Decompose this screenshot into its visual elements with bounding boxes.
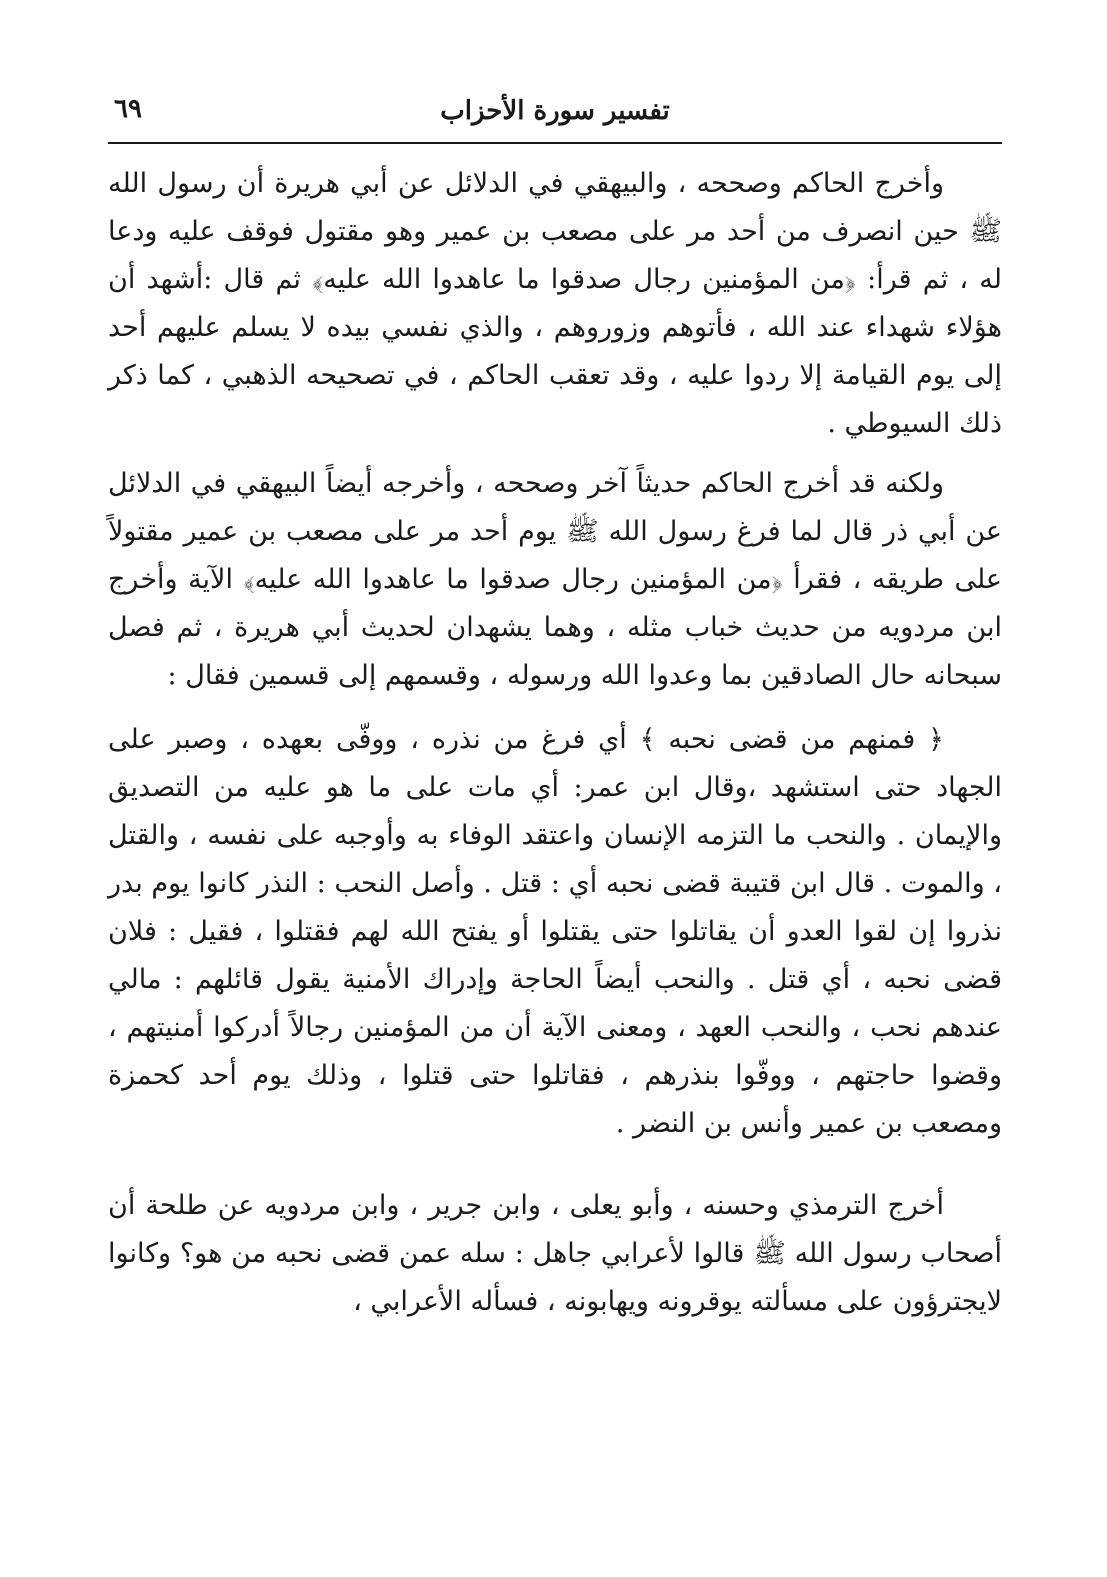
page-number: ٦٩ — [114, 94, 142, 124]
paragraph-2: ولكنه قد أخرج الحاكم حديثاً آخر وصححه ، وأخرجه أيضاً البيهقي في الدلائل عن أبي ذر قال لما فرغ رسول الله ﷺ يوم أحد مر على مصعب بن عمير مقتولاً على طريقه ، فقرأ ﴿من المؤمنين رجال صدقوا ما عاهدوا الله عليه﴾ الآية وأخرج ابن مردويه من حديث خباب مثله ، وهما يشهدان لحديث أبي هريرة ، ثم فصل سبحانه حال الصادقين بما وعدوا الله ورسوله ، وقسمهم إلى قسمين فقال : — [108, 468, 1002, 691]
page-body — [108, 160, 1002, 1326]
page-header — [108, 92, 1002, 144]
paragraph-4: أخرج الترمذي وحسنه ، وأبو يعلى ، وابن جرير ، وابن مردويه عن طلحة أن أصحاب رسول الله ﷺ قالوا لأعرابي جاهل : سله عمن قضى نحبه من هو؟ وكانوا لايجترؤون على مسألته يوقرونه ويهابونه ، فسأله الأعرابي ، — [108, 1190, 1002, 1317]
paragraph-3: ﴿ فمنهم من قضى نحبه ﴾ أي فرغ من نذره ، ووفّى بعهده ، وصبر على الجهاد حتى استشهد ،وقال ابن عمر: أي مات على ما هو عليه من التصديق والإيمان . والنحب ما التزمه الإنسان واعتقد الوفاء به وأوجبه على نفسه ، والقتل ، والموت . قال ابن قتيبة قضى نحبه أي : قتل . وأصل النحب : النذر كانوا يوم بدر نذروا إن لقوا العدو أن يقاتلوا حتى يقتلوا أو يفتح الله لهم فقتلوا ، فقيل : فلان قضى نحبه ، أي قتل . والنحب أيضاً الحاجة وإدراك الأمنية يقول قائلهم : مالي عندهم نحب ، والنحب العهد ، ومعنى الآية أن من المؤمنين رجالاً أدركوا أمنيتهم ، وقضوا حاجتهم ، ووفّوا بنذرهم ، فقاتلوا حتى قتلوا ، وذلك يوم أحد كحمزة ومصعب بن عمير وأنس بن النضر . — [108, 724, 1002, 1139]
running-title: تفسير سورة الأحزاب — [440, 96, 670, 126]
paragraph-1: وأخرج الحاكم وصححه ، والبيهقي في الدلائل عن أبي هريرة أن رسول الله ﷺ حين انصرف من أحد مر على مصعب بن عمير وهو مقتول فوقف عليه ودعا له ، ثم قرأ: ﴿من المؤمنين رجال صدقوا ما عاهدوا الله عليه﴾ ثم قال :أشهد أن هؤلاء شهداء عند الله ، فأتوهم وزوروهم ، والذي نفسي بيده لا يسلم عليهم أحد إلى يوم القيامة إلا ردوا عليه ، وقد تعقب الحاكم ، في تصحيحه الذهبي ، كما ذكر ذلك السيوطي . — [108, 168, 1002, 439]
